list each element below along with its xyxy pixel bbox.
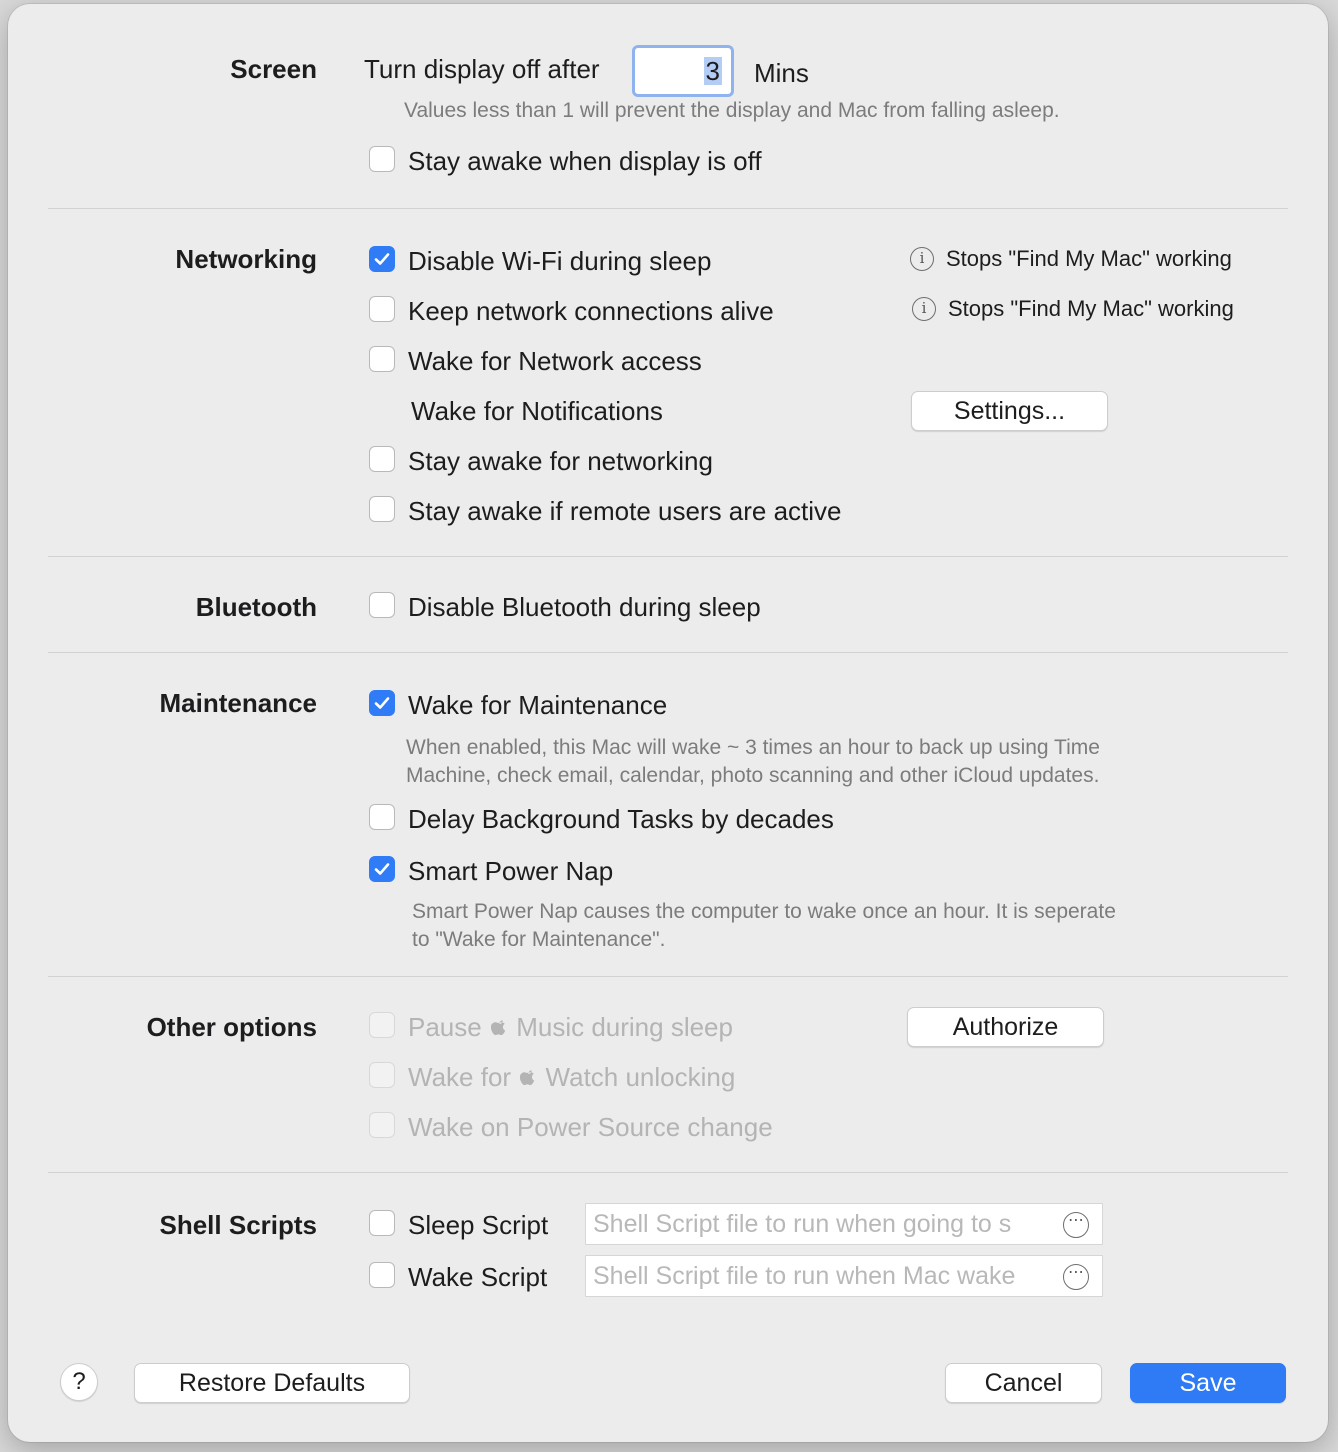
delay-tasks-label: Delay Background Tasks by decades [408,804,834,834]
stay-awake-display-off-checkbox[interactable] [369,146,395,172]
wake-script-placeholder: Shell Script file to run when Mac wake [593,1262,1016,1290]
divider [48,976,1288,977]
stay-awake-networking-label: Stay awake for networking [408,446,713,476]
nap-hint-line1: Smart Power Nap causes the computer to wake once an hour. It is seperate [412,900,1116,923]
stay-awake-networking-checkbox[interactable] [369,446,395,472]
section-title-bluetooth: Bluetooth [195,592,317,622]
disable-bluetooth-label: Disable Bluetooth during sleep [408,592,761,622]
disable-wifi-checkbox[interactable] [369,246,395,272]
smart-power-nap-label: Smart Power Nap [408,856,614,886]
divider [48,652,1288,653]
divider [48,208,1288,209]
connections-find-my-note: Stops "Find My Mac" working [948,296,1234,321]
wake-watch-label [408,1062,735,1093]
wake-maintenance-checkbox[interactable] [369,690,395,716]
sleep-script-label: Sleep Script [408,1210,549,1240]
checkmark-icon [373,694,391,712]
wake-script-label: Wake Script [408,1262,548,1292]
more-icon[interactable]: ⋯ [1063,1212,1089,1238]
section-title-screen: Screen [230,54,317,84]
screen-hint: Values less than 1 will prevent the display and Mac from falling asleep. [404,99,1060,122]
checkmark-icon [373,250,391,268]
maintenance-hint-line2: Machine, check email, calendar, photo scanning and other iCloud updates. [406,764,1100,787]
divider [48,1172,1288,1173]
section-title-maintenance: Maintenance [159,688,317,718]
nap-hint-line2: to "Wake for Maintenance". [412,928,666,951]
wake-maintenance-label: Wake for Maintenance [408,690,668,720]
wake-power-checkbox[interactable] [369,1112,395,1138]
pause-music-label-a: Pause [408,1012,482,1042]
apple-logo-icon [489,1017,509,1037]
sleep-script-checkbox[interactable] [369,1210,395,1236]
stay-awake-remote-label: Stay awake if remote users are active [408,496,842,526]
wake-script-input[interactable] [585,1255,1103,1297]
settings-button[interactable]: Settings... [911,391,1108,431]
help-button[interactable]: ? [60,1363,98,1401]
section-title-other: Other options [146,1012,317,1042]
wake-network-checkbox[interactable] [369,346,395,372]
info-icon[interactable]: i [912,297,936,321]
info-icon[interactable]: i [910,247,934,271]
divider [48,556,1288,557]
sleep-script-input[interactable] [585,1203,1103,1245]
restore-defaults-button[interactable]: Restore Defaults [134,1363,410,1403]
preferences-sheet [8,4,1328,1442]
wifi-find-my-note: Stops "Find My Mac" working [946,246,1232,271]
section-title-networking: Networking [175,244,317,274]
pause-music-label-b: Music during sleep [516,1012,733,1042]
cancel-button[interactable]: Cancel [945,1363,1102,1403]
wake-power-label: Wake on Power Source change [408,1112,773,1142]
display-minutes-input[interactable] [632,45,734,97]
wake-notifications-label: Wake for Notifications [411,396,663,426]
stay-awake-display-off-label: Stay awake when display is off [408,146,762,176]
keep-connections-checkbox[interactable] [369,296,395,322]
apple-logo-icon [518,1067,538,1087]
wake-network-label: Wake for Network access [408,346,702,376]
checkmark-icon [373,860,391,878]
wake-watch-label-a: Wake for [408,1062,512,1092]
keep-connections-label: Keep network connections alive [408,296,774,326]
disable-bluetooth-checkbox[interactable] [369,592,395,618]
wake-script-checkbox[interactable] [369,1262,395,1288]
pause-music-label [408,1012,733,1043]
smart-power-nap-checkbox[interactable] [369,856,395,882]
minutes-unit-label: Mins [754,58,809,88]
delay-tasks-checkbox[interactable] [369,804,395,830]
disable-wifi-label: Disable Wi-Fi during sleep [408,246,712,276]
wake-watch-label-b: Watch unlocking [545,1062,736,1092]
display-minutes-value: 3 [705,56,720,86]
turn-off-label: Turn display off after [364,54,600,84]
more-icon[interactable]: ⋯ [1063,1264,1089,1290]
wake-watch-checkbox[interactable] [369,1062,395,1088]
section-title-scripts: Shell Scripts [159,1210,317,1240]
stay-awake-remote-checkbox[interactable] [369,496,395,522]
maintenance-hint-line1: When enabled, this Mac will wake ~ 3 times an hour to back up using Time [406,736,1100,759]
pause-music-checkbox[interactable] [369,1012,395,1038]
save-button[interactable]: Save [1130,1363,1286,1403]
authorize-button[interactable]: Authorize [907,1007,1104,1047]
sleep-script-placeholder: Shell Script file to run when going to s [593,1210,1012,1238]
